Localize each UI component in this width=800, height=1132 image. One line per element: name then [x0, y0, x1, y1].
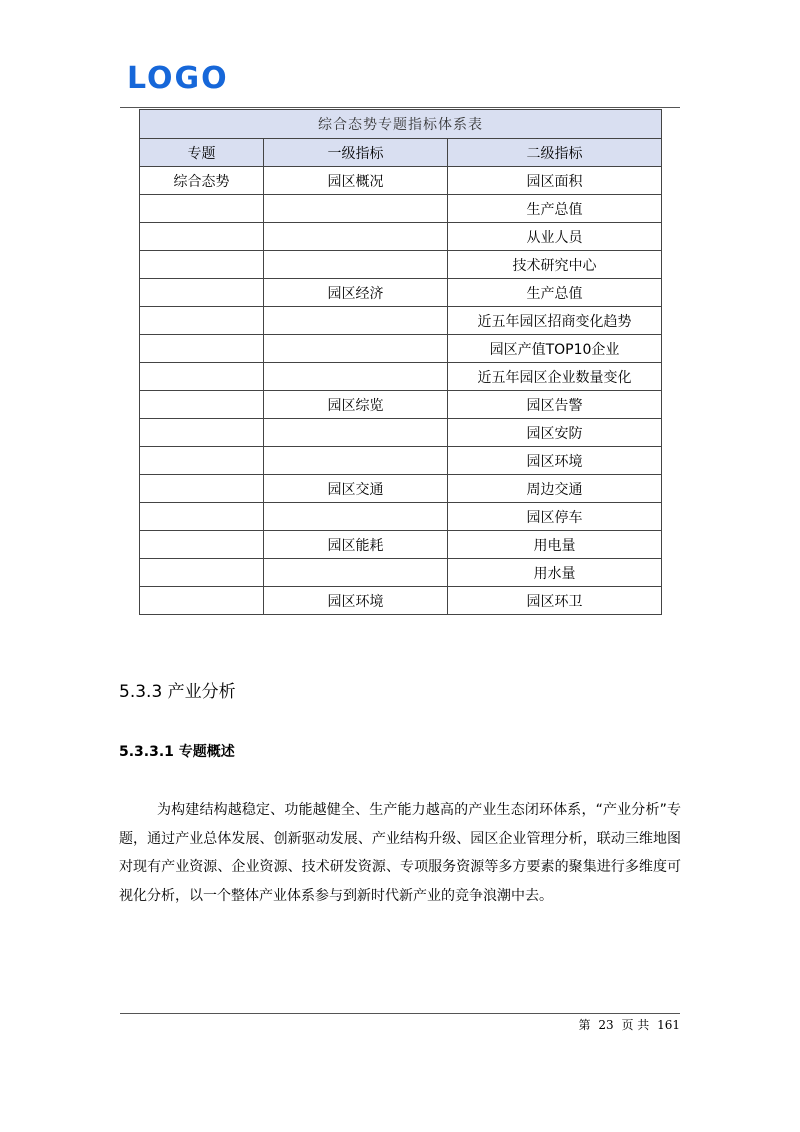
- table-cell: 综合态势: [140, 167, 264, 195]
- table-row: [140, 223, 662, 251]
- table-cell: 园区概况: [264, 167, 448, 195]
- indicator-table: [139, 109, 662, 615]
- table-row: [140, 475, 662, 503]
- table-row: [140, 391, 662, 419]
- table-row: [140, 167, 662, 195]
- table-cell: 园区经济: [264, 279, 448, 307]
- table-cell: 园区交通: [264, 475, 448, 503]
- table-row: [140, 587, 662, 615]
- table-row: [140, 335, 662, 363]
- table-cell: 技术研究中心: [448, 251, 662, 279]
- table-row: [140, 307, 662, 335]
- table-row: [140, 447, 662, 475]
- table-header-row: [140, 139, 662, 167]
- table-cell: 园区综览: [264, 391, 448, 419]
- table-cell: [264, 447, 448, 475]
- table-cell: 近五年园区企业数量变化: [448, 363, 662, 391]
- table-cell: 周边交通: [448, 475, 662, 503]
- current-page-number: 23: [598, 1018, 614, 1032]
- table-row: [140, 503, 662, 531]
- table-row: [140, 195, 662, 223]
- table-row: [140, 363, 662, 391]
- table-cell: [140, 195, 264, 223]
- table-cell: [140, 363, 264, 391]
- table-cell: [264, 195, 448, 223]
- table-cell: 用水量: [448, 559, 662, 587]
- table-cell: 生产总值: [448, 279, 662, 307]
- table-row: [140, 419, 662, 447]
- table-cell: 园区停车: [448, 503, 662, 531]
- section-heading: 5.3.3 产业分析: [119, 682, 236, 702]
- table-cell: [264, 363, 448, 391]
- logo: LOGO: [127, 61, 229, 96]
- table-cell: [140, 307, 264, 335]
- table-caption: 综合态势专题指标体系表: [140, 110, 662, 139]
- table-cell: [264, 307, 448, 335]
- table-cell: [264, 335, 448, 363]
- table-cell: [140, 279, 264, 307]
- table-row: [140, 531, 662, 559]
- table-row: [140, 251, 662, 279]
- table-cell: 园区面积: [448, 167, 662, 195]
- table-cell: [140, 391, 264, 419]
- column-header: 二级指标: [448, 139, 662, 167]
- table-cell: [140, 531, 264, 559]
- column-header: 专题: [140, 139, 264, 167]
- table-cell: [140, 223, 264, 251]
- footer-mid: 页 共: [621, 1018, 650, 1032]
- subsection-heading: 5.3.3.1 专题概述: [119, 744, 235, 760]
- table-cell: 从业人员: [448, 223, 662, 251]
- column-header: 一级指标: [264, 139, 448, 167]
- table-cell: 园区环境: [448, 447, 662, 475]
- body-paragraph: 为构建结构越稳定、功能越健全、生产能力越高的产业生态闭环体系，“产业分析”专题，通过产业总体发展、创新驱动发展、产业结构升级、园区企业管理分析，联动三维地图对现有产业资源、企业资源、技术研发资源、专项服务资源等多方要素的聚集进行多维度可视化分析，以一个整体产业体系参与到新时代新产业的竞争浪潮中去。: [119, 802, 681, 904]
- table-cell: 园区安防: [448, 419, 662, 447]
- table-cell: [140, 335, 264, 363]
- table-cell: 用电量: [448, 531, 662, 559]
- table-cell: [140, 475, 264, 503]
- table-cell: [264, 503, 448, 531]
- header-divider: [120, 107, 680, 108]
- table-cell: 园区能耗: [264, 531, 448, 559]
- table-cell: [140, 587, 264, 615]
- table-cell: 生产总值: [448, 195, 662, 223]
- table-row: [140, 279, 662, 307]
- page-footer: [574, 1017, 680, 1033]
- table-cell: [264, 419, 448, 447]
- table-cell: [264, 223, 448, 251]
- table-cell: 园区告警: [448, 391, 662, 419]
- table-cell: [140, 447, 264, 475]
- table-cell: 近五年园区招商变化趋势: [448, 307, 662, 335]
- table-cell: [264, 559, 448, 587]
- table-cell: 园区环境: [264, 587, 448, 615]
- total-pages: 161: [657, 1018, 680, 1032]
- footer-prefix: 第: [578, 1018, 591, 1032]
- table-cell: [140, 251, 264, 279]
- table-cell: [140, 503, 264, 531]
- table-cell: 园区产值TOP10企业: [448, 335, 662, 363]
- table-cell: [264, 251, 448, 279]
- footer-divider: [120, 1013, 680, 1014]
- table-row: [140, 559, 662, 587]
- table-cell: [140, 419, 264, 447]
- table-cell: [140, 559, 264, 587]
- table-cell: 园区环卫: [448, 587, 662, 615]
